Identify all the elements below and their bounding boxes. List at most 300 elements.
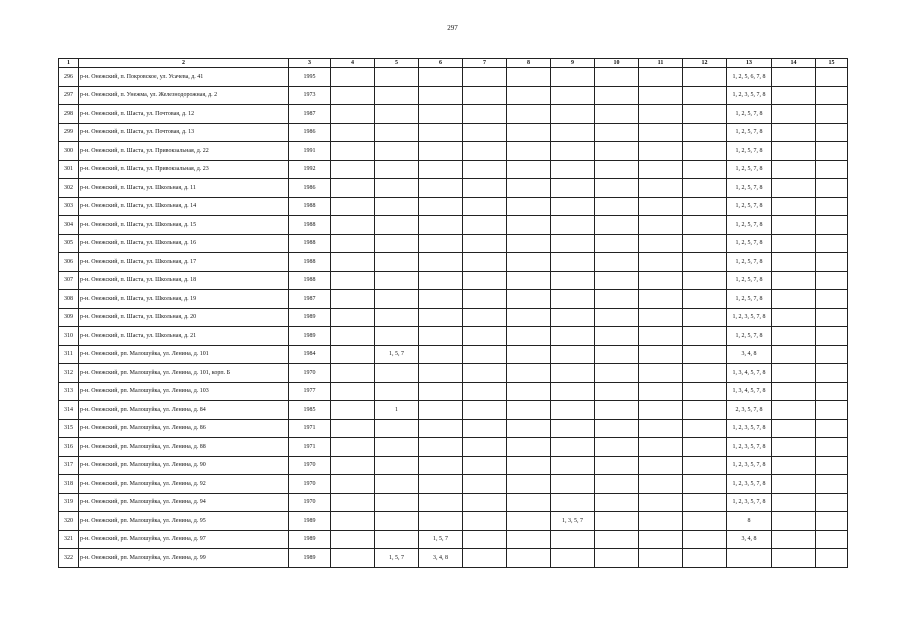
- year-cell: 1988: [289, 271, 331, 290]
- column-5-cell: [375, 197, 419, 216]
- column-15-cell: [816, 308, 848, 327]
- column-5-cell: [375, 105, 419, 124]
- column-6-cell: [419, 401, 463, 420]
- row-number-cell: 304: [59, 216, 79, 235]
- row-number-cell: 302: [59, 179, 79, 198]
- column-9-cell: [551, 438, 595, 457]
- column-4-cell: [331, 68, 375, 87]
- column-5-cell: [375, 382, 419, 401]
- column-10-cell: [595, 68, 639, 87]
- header-row: [59, 59, 848, 68]
- column-12-cell: [683, 142, 727, 161]
- column-4-cell: [331, 512, 375, 531]
- column-4-cell: [331, 456, 375, 475]
- column-13-cell: 1, 3, 4, 5, 7, 8: [727, 382, 772, 401]
- column-15-cell: [816, 142, 848, 161]
- column-4-cell: [331, 105, 375, 124]
- address-cell: р-н. Онежский, п. Шаста, ул. Школьная, д. 15: [79, 216, 289, 235]
- column-15-cell: [816, 530, 848, 549]
- column-5-cell: 1, 5, 7: [375, 549, 419, 568]
- column-11-cell: [639, 197, 683, 216]
- column-10-cell: [595, 512, 639, 531]
- column-15-cell: [816, 475, 848, 494]
- column-6-cell: [419, 68, 463, 87]
- column-10-cell: [595, 475, 639, 494]
- column-5-cell: [375, 530, 419, 549]
- column-13-cell: 1, 2, 3, 5, 7, 8: [727, 493, 772, 512]
- column-12-cell: [683, 86, 727, 105]
- column-8-cell: [507, 68, 551, 87]
- column-6-cell: [419, 271, 463, 290]
- column-5-cell: [375, 290, 419, 309]
- column-5-cell: [375, 512, 419, 531]
- column-9-cell: [551, 197, 595, 216]
- column-14-cell: [772, 105, 816, 124]
- column-header-11: 11: [639, 59, 683, 68]
- column-14-cell: [772, 438, 816, 457]
- column-4-cell: [331, 234, 375, 253]
- column-12-cell: [683, 68, 727, 87]
- column-7-cell: [463, 271, 507, 290]
- column-12-cell: [683, 160, 727, 179]
- year-cell: 1970: [289, 364, 331, 383]
- row-number-cell: 308: [59, 290, 79, 309]
- column-10-cell: [595, 530, 639, 549]
- column-14-cell: [772, 364, 816, 383]
- column-4-cell: [331, 160, 375, 179]
- table-row: [59, 234, 848, 253]
- row-number-cell: 309: [59, 308, 79, 327]
- column-8-cell: [507, 105, 551, 124]
- column-13-cell: 1, 2, 5, 7, 8: [727, 142, 772, 161]
- table-row: [59, 253, 848, 272]
- column-5-cell: [375, 364, 419, 383]
- column-7-cell: [463, 345, 507, 364]
- column-7-cell: [463, 253, 507, 272]
- column-11-cell: [639, 271, 683, 290]
- column-7-cell: [463, 419, 507, 438]
- year-cell: 1988: [289, 234, 331, 253]
- column-14-cell: [772, 68, 816, 87]
- table-row: [59, 216, 848, 235]
- column-13-cell: 1, 2, 5, 7, 8: [727, 271, 772, 290]
- column-10-cell: [595, 290, 639, 309]
- column-5-cell: [375, 438, 419, 457]
- row-number-cell: 315: [59, 419, 79, 438]
- column-15-cell: [816, 216, 848, 235]
- table-row: [59, 327, 848, 346]
- column-9-cell: [551, 308, 595, 327]
- column-15-cell: [816, 123, 848, 142]
- column-6-cell: [419, 308, 463, 327]
- column-9-cell: [551, 290, 595, 309]
- table-row: [59, 197, 848, 216]
- column-15-cell: [816, 253, 848, 272]
- column-14-cell: [772, 345, 816, 364]
- column-8-cell: [507, 290, 551, 309]
- column-7-cell: [463, 549, 507, 568]
- column-10-cell: [595, 382, 639, 401]
- column-15-cell: [816, 179, 848, 198]
- column-11-cell: [639, 364, 683, 383]
- column-9-cell: [551, 475, 595, 494]
- year-cell: 1986: [289, 179, 331, 198]
- column-6-cell: [419, 123, 463, 142]
- column-12-cell: [683, 345, 727, 364]
- year-cell: 1971: [289, 438, 331, 457]
- row-number-cell: 303: [59, 197, 79, 216]
- address-cell: р-н. Онежский, рп. Малошуйка, ул. Ленина, д. 94: [79, 493, 289, 512]
- column-12-cell: [683, 438, 727, 457]
- column-6-cell: [419, 290, 463, 309]
- table-row: [59, 160, 848, 179]
- row-number-cell: 305: [59, 234, 79, 253]
- column-15-cell: [816, 197, 848, 216]
- column-8-cell: [507, 345, 551, 364]
- column-8-cell: [507, 308, 551, 327]
- table-row: [59, 364, 848, 383]
- column-6-cell: [419, 512, 463, 531]
- column-9-cell: [551, 401, 595, 420]
- column-8-cell: [507, 475, 551, 494]
- address-cell: р-н. Онежский, п. Шаста, ул. Школьная, д. 18: [79, 271, 289, 290]
- column-5-cell: [375, 234, 419, 253]
- year-cell: 1971: [289, 419, 331, 438]
- registry-table: [58, 58, 848, 568]
- column-15-cell: [816, 234, 848, 253]
- column-9-cell: 1, 3, 5, 7: [551, 512, 595, 531]
- column-11-cell: [639, 549, 683, 568]
- column-6-cell: [419, 475, 463, 494]
- column-7-cell: [463, 123, 507, 142]
- column-9-cell: [551, 123, 595, 142]
- column-5-cell: [375, 216, 419, 235]
- column-11-cell: [639, 401, 683, 420]
- row-number-cell: 296: [59, 68, 79, 87]
- column-4-cell: [331, 382, 375, 401]
- row-number-cell: 312: [59, 364, 79, 383]
- column-5-cell: [375, 419, 419, 438]
- column-10-cell: [595, 123, 639, 142]
- year-cell: 1987: [289, 105, 331, 124]
- row-number-cell: 300: [59, 142, 79, 161]
- column-4-cell: [331, 179, 375, 198]
- column-13-cell: 1, 2, 5, 7, 8: [727, 216, 772, 235]
- column-9-cell: [551, 105, 595, 124]
- column-15-cell: [816, 290, 848, 309]
- address-cell: р-н. Онежский, п. Шаста, ул. Привокзальная, д. 22: [79, 142, 289, 161]
- column-12-cell: [683, 308, 727, 327]
- column-8-cell: [507, 419, 551, 438]
- column-7-cell: [463, 364, 507, 383]
- year-cell: 1991: [289, 142, 331, 161]
- column-6-cell: [419, 216, 463, 235]
- column-10-cell: [595, 271, 639, 290]
- row-number-cell: 316: [59, 438, 79, 457]
- column-14-cell: [772, 475, 816, 494]
- column-13-cell: 1, 2, 5, 7, 8: [727, 327, 772, 346]
- column-14-cell: [772, 401, 816, 420]
- table-body: [59, 68, 848, 568]
- column-8-cell: [507, 271, 551, 290]
- column-5-cell: 1, 5, 7: [375, 345, 419, 364]
- column-9-cell: [551, 253, 595, 272]
- column-6-cell: [419, 493, 463, 512]
- column-8-cell: [507, 86, 551, 105]
- column-8-cell: [507, 401, 551, 420]
- column-15-cell: [816, 382, 848, 401]
- column-13-cell: 1, 2, 3, 5, 7, 8: [727, 456, 772, 475]
- column-15-cell: [816, 364, 848, 383]
- year-cell: 1989: [289, 530, 331, 549]
- column-15-cell: [816, 345, 848, 364]
- column-13-cell: 1, 2, 3, 5, 7, 8: [727, 86, 772, 105]
- column-5-cell: [375, 179, 419, 198]
- column-7-cell: [463, 160, 507, 179]
- column-15-cell: [816, 401, 848, 420]
- column-8-cell: [507, 142, 551, 161]
- column-header-14: 14: [772, 59, 816, 68]
- column-13-cell: 1, 2, 5, 7, 8: [727, 197, 772, 216]
- address-cell: р-н. Онежский, рп. Малошуйка, ул. Ленина, д. 101: [79, 345, 289, 364]
- column-header-7: 7: [463, 59, 507, 68]
- year-cell: 1988: [289, 216, 331, 235]
- column-7-cell: [463, 475, 507, 494]
- column-13-cell: 1, 2, 5, 7, 8: [727, 234, 772, 253]
- column-8-cell: [507, 160, 551, 179]
- column-7-cell: [463, 197, 507, 216]
- table-row: [59, 142, 848, 161]
- address-cell: р-н. Онежский, п. Шаста, ул. Школьная, д. 11: [79, 179, 289, 198]
- address-cell: р-н. Онежский, п. Покровское, ул. Усачева, д. 41: [79, 68, 289, 87]
- column-12-cell: [683, 475, 727, 494]
- column-13-cell: 1, 3, 4, 5, 7, 8: [727, 364, 772, 383]
- column-15-cell: [816, 68, 848, 87]
- column-12-cell: [683, 456, 727, 475]
- column-6-cell: [419, 253, 463, 272]
- row-number-cell: 318: [59, 475, 79, 494]
- column-11-cell: [639, 493, 683, 512]
- column-5-cell: 1: [375, 401, 419, 420]
- column-7-cell: [463, 493, 507, 512]
- column-11-cell: [639, 382, 683, 401]
- row-number-cell: 322: [59, 549, 79, 568]
- address-cell: р-н. Онежский, рп. Малошуйка, ул. Ленина, д. 90: [79, 456, 289, 475]
- row-number-cell: 297: [59, 86, 79, 105]
- column-10-cell: [595, 86, 639, 105]
- column-4-cell: [331, 123, 375, 142]
- year-cell: 1988: [289, 253, 331, 272]
- column-7-cell: [463, 86, 507, 105]
- column-5-cell: [375, 160, 419, 179]
- column-13-cell: 1, 2, 5, 7, 8: [727, 160, 772, 179]
- column-10-cell: [595, 493, 639, 512]
- column-11-cell: [639, 456, 683, 475]
- column-8-cell: [507, 123, 551, 142]
- column-12-cell: [683, 493, 727, 512]
- year-cell: 1977: [289, 382, 331, 401]
- row-number-cell: 317: [59, 456, 79, 475]
- column-8-cell: [507, 364, 551, 383]
- address-cell: р-н. Онежский, п. Шаста, ул. Школьная, д. 17: [79, 253, 289, 272]
- column-header-15: 15: [816, 59, 848, 68]
- column-14-cell: [772, 512, 816, 531]
- column-6-cell: 3, 4, 8: [419, 549, 463, 568]
- table-row: [59, 382, 848, 401]
- column-9-cell: [551, 530, 595, 549]
- column-13-cell: [727, 549, 772, 568]
- column-4-cell: [331, 530, 375, 549]
- year-cell: 1973: [289, 86, 331, 105]
- column-14-cell: [772, 160, 816, 179]
- column-header-10: 10: [595, 59, 639, 68]
- column-10-cell: [595, 234, 639, 253]
- column-9-cell: [551, 271, 595, 290]
- year-cell: 1984: [289, 345, 331, 364]
- column-8-cell: [507, 438, 551, 457]
- column-14-cell: [772, 179, 816, 198]
- column-5-cell: [375, 327, 419, 346]
- column-13-cell: 1, 2, 3, 5, 7, 8: [727, 438, 772, 457]
- address-cell: р-н. Онежский, п. Шаста, ул. Школьная, д. 14: [79, 197, 289, 216]
- column-10-cell: [595, 179, 639, 198]
- table-row: [59, 438, 848, 457]
- column-4-cell: [331, 401, 375, 420]
- column-14-cell: [772, 253, 816, 272]
- column-5-cell: [375, 142, 419, 161]
- column-9-cell: [551, 345, 595, 364]
- column-8-cell: [507, 253, 551, 272]
- column-header-6: 6: [419, 59, 463, 68]
- column-7-cell: [463, 290, 507, 309]
- column-11-cell: [639, 179, 683, 198]
- column-9-cell: [551, 86, 595, 105]
- column-9-cell: [551, 419, 595, 438]
- column-13-cell: 1, 2, 3, 5, 7, 8: [727, 419, 772, 438]
- address-cell: р-н. Онежский, рп. Малошуйка, ул. Ленина, д. 86: [79, 419, 289, 438]
- table-row: [59, 530, 848, 549]
- column-11-cell: [639, 160, 683, 179]
- column-4-cell: [331, 475, 375, 494]
- column-header-2: 2: [79, 59, 289, 68]
- table-row: [59, 123, 848, 142]
- column-11-cell: [639, 345, 683, 364]
- column-4-cell: [331, 438, 375, 457]
- column-4-cell: [331, 86, 375, 105]
- column-14-cell: [772, 234, 816, 253]
- column-12-cell: [683, 253, 727, 272]
- column-4-cell: [331, 345, 375, 364]
- column-10-cell: [595, 364, 639, 383]
- column-4-cell: [331, 142, 375, 161]
- column-8-cell: [507, 179, 551, 198]
- year-cell: 1970: [289, 475, 331, 494]
- column-5-cell: [375, 475, 419, 494]
- column-9-cell: [551, 549, 595, 568]
- address-cell: р-н. Онежский, рп. Малошуйка, ул. Ленина, д. 103: [79, 382, 289, 401]
- column-6-cell: [419, 105, 463, 124]
- table-row: [59, 105, 848, 124]
- column-10-cell: [595, 197, 639, 216]
- column-6-cell: [419, 382, 463, 401]
- column-9-cell: [551, 179, 595, 198]
- column-14-cell: [772, 308, 816, 327]
- column-14-cell: [772, 419, 816, 438]
- column-8-cell: [507, 493, 551, 512]
- year-cell: 1995: [289, 68, 331, 87]
- column-8-cell: [507, 216, 551, 235]
- column-4-cell: [331, 216, 375, 235]
- column-15-cell: [816, 419, 848, 438]
- column-15-cell: [816, 105, 848, 124]
- column-8-cell: [507, 512, 551, 531]
- address-cell: р-н. Онежский, рп. Малошуйка, ул. Ленина, д. 92: [79, 475, 289, 494]
- table-row: [59, 401, 848, 420]
- column-10-cell: [595, 308, 639, 327]
- column-8-cell: [507, 382, 551, 401]
- column-8-cell: [507, 456, 551, 475]
- year-cell: 1985: [289, 401, 331, 420]
- column-7-cell: [463, 438, 507, 457]
- column-6-cell: [419, 456, 463, 475]
- column-15-cell: [816, 160, 848, 179]
- column-7-cell: [463, 530, 507, 549]
- column-9-cell: [551, 456, 595, 475]
- column-7-cell: [463, 105, 507, 124]
- column-header-3: 3: [289, 59, 331, 68]
- year-cell: 1989: [289, 327, 331, 346]
- table-row: [59, 493, 848, 512]
- page-number: 297: [447, 24, 458, 32]
- address-cell: р-н. Онежский, п. Шаста, ул. Почтовая, д. 13: [79, 123, 289, 142]
- column-9-cell: [551, 234, 595, 253]
- column-7-cell: [463, 142, 507, 161]
- column-14-cell: [772, 549, 816, 568]
- table-row: [59, 419, 848, 438]
- column-9-cell: [551, 68, 595, 87]
- table-row: [59, 271, 848, 290]
- column-8-cell: [507, 549, 551, 568]
- address-cell: р-н. Онежский, рп. Малошуйка, ул. Ленина, д. 95: [79, 512, 289, 531]
- column-4-cell: [331, 364, 375, 383]
- address-cell: р-н. Онежский, п. Унежма, ул. Железнодорожная, д. 2: [79, 86, 289, 105]
- column-11-cell: [639, 530, 683, 549]
- column-7-cell: [463, 382, 507, 401]
- address-cell: р-н. Онежский, п. Шаста, ул. Привокзальная, д. 23: [79, 160, 289, 179]
- column-12-cell: [683, 327, 727, 346]
- row-number-cell: 311: [59, 345, 79, 364]
- row-number-cell: 307: [59, 271, 79, 290]
- table-row: [59, 179, 848, 198]
- column-14-cell: [772, 493, 816, 512]
- column-4-cell: [331, 327, 375, 346]
- column-5-cell: [375, 253, 419, 272]
- column-4-cell: [331, 290, 375, 309]
- year-cell: 1989: [289, 308, 331, 327]
- column-6-cell: [419, 438, 463, 457]
- address-cell: р-н. Онежский, п. Шаста, ул. Школьная, д. 20: [79, 308, 289, 327]
- column-12-cell: [683, 197, 727, 216]
- column-15-cell: [816, 493, 848, 512]
- column-9-cell: [551, 327, 595, 346]
- column-12-cell: [683, 271, 727, 290]
- column-13-cell: 1, 2, 3, 5, 7, 8: [727, 475, 772, 494]
- row-number-cell: 301: [59, 160, 79, 179]
- address-cell: р-н. Онежский, рп. Малошуйка, ул. Ленина, д. 84: [79, 401, 289, 420]
- column-9-cell: [551, 216, 595, 235]
- column-4-cell: [331, 549, 375, 568]
- column-15-cell: [816, 512, 848, 531]
